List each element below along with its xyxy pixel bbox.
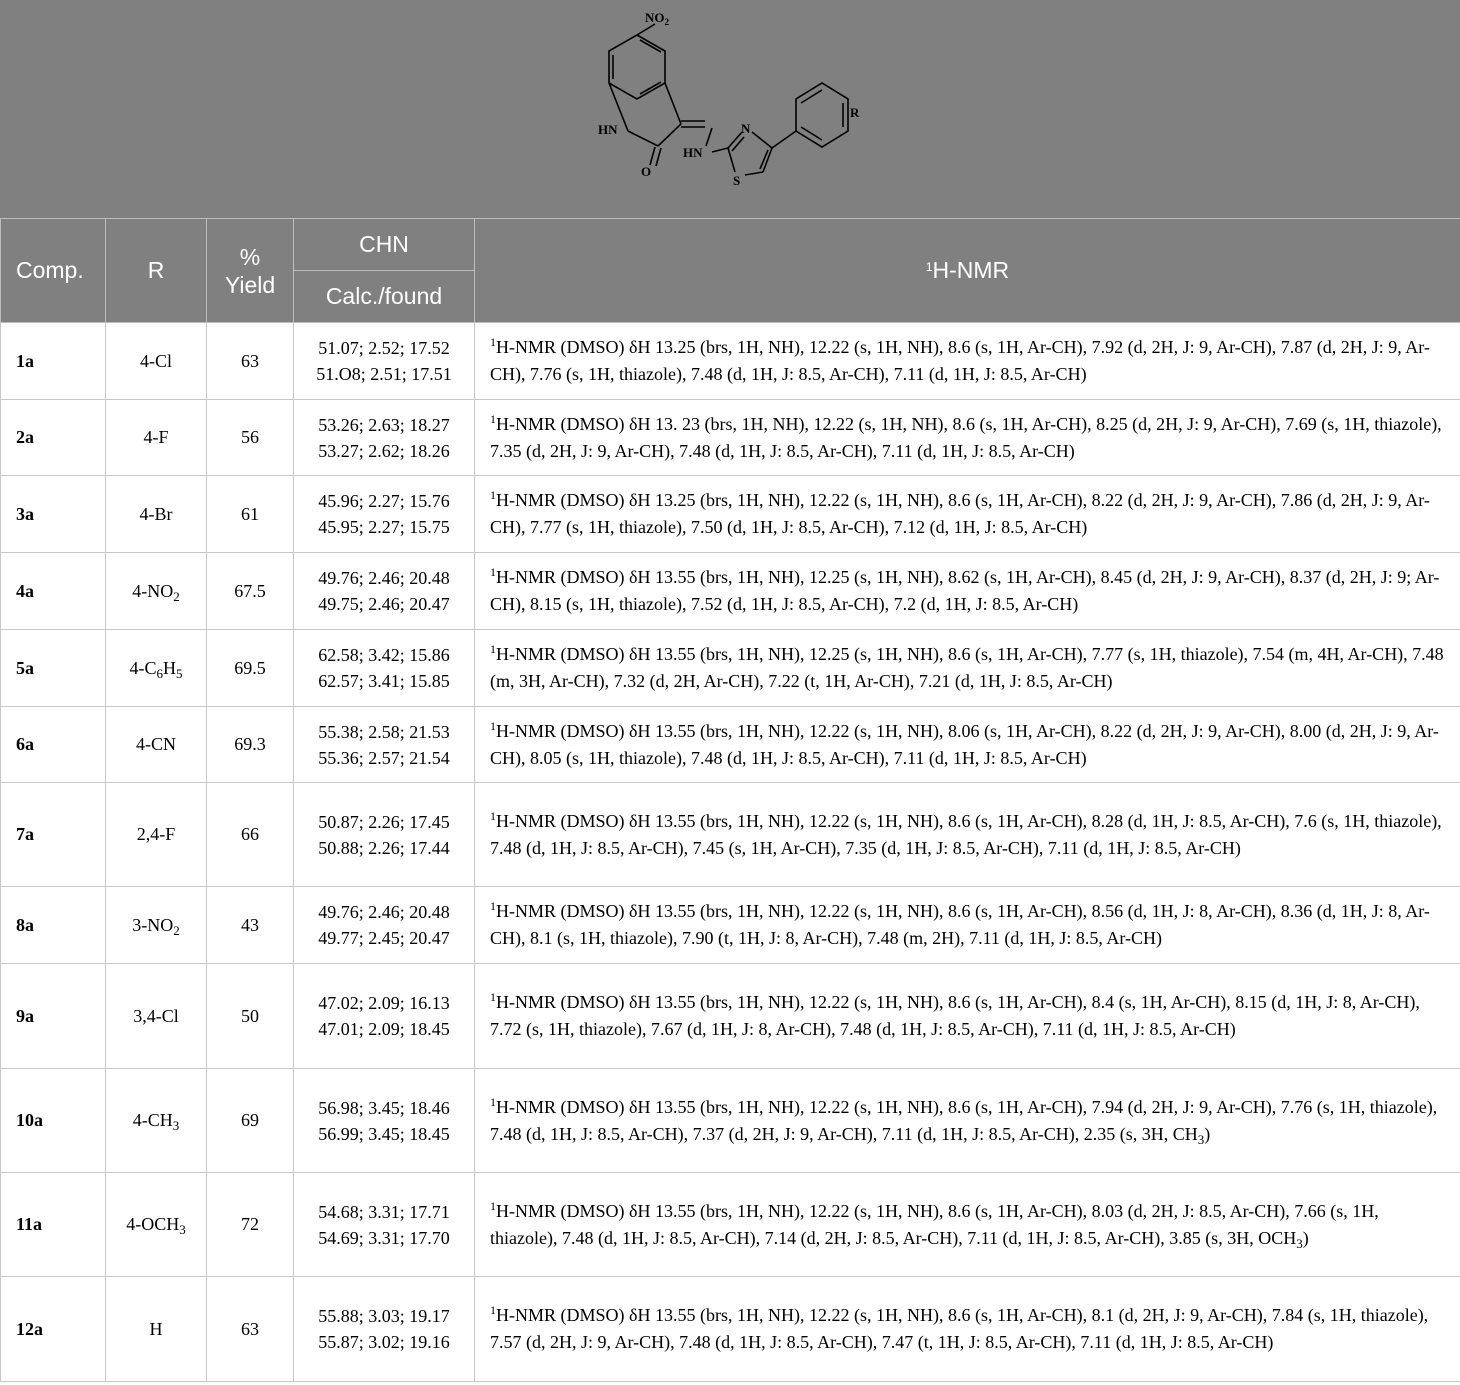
cell-comp: 8a: [1, 887, 106, 964]
chn-found: 54.69; 3.31; 17.70: [318, 1227, 450, 1248]
table-row: [1, 887, 1460, 964]
chn-found: 56.99; 3.45; 18.45: [318, 1123, 450, 1144]
cell-r: $4-C_6H_5$: [106, 630, 207, 707]
table-row: [1, 1277, 1460, 1382]
cell-nmr: $^1$H-NMR (DMSO) δH 13.55 (brs, 1H, NH), 12.22 (s, 1H, NH), 8.6 (s, 1H, Ar-CH), 8.1 (d, 2H, J: 9, Ar-CH), 7.84 (s, 1H, thiazole), 7.57 (d, 2H, J: 9, Ar-CH), 7.48 (d, 1H, J: 8.5, Ar-CH), 7.47 (t, 1H, J: 8.5, Ar-CH), 7.11 (d, 1H, J: 8.5, Ar-CH): [475, 1277, 1460, 1382]
cell-chn: [294, 1069, 475, 1173]
cell-comp: 7a: [1, 783, 106, 887]
table-row: [1, 553, 1460, 630]
cell-nmr: $^1$H-NMR (DMSO) δH 13.55 (brs, 1H, NH), 12.22 (s, 1H, NH), 8.6 (s, 1H, Ar-CH), 8.28 (d, 1H, J: 8.5, Ar-CH), 7.6 (s, 1H, thiazole), 7.48 (d, 1H, J: 8.5, Ar-CH), 7.45 (s, 1H, Ar-CH), 7.35 (d, 1H, J: 8.5, Ar-CH), 7.11 (d, 1H, J: 8.5, Ar-CH): [475, 783, 1460, 887]
cell-comp: 6a: [1, 707, 106, 783]
chn-calc: 49.76; 2.46; 20.48: [318, 902, 450, 922]
chn-found: 49.75; 2.46; 20.47: [318, 594, 450, 614]
r-substituent-label: R: [850, 105, 860, 120]
table-row: [1, 630, 1460, 707]
cell-yield: 72: [207, 1173, 294, 1277]
cell-nmr: $^1$H-NMR (DMSO) δH 13.55 (brs, 1H, NH), 12.22 (s, 1H, NH), 8.06 (s, 1H, Ar-CH), 8.22 (d, 2H, J: 9, Ar-CH), 8.00 (d, 2H, J: 9, Ar-CH), 8.05 (s, 1H, thiazole), 7.48 (d, 1H, J: 8.5, Ar-CH), 7.11 (d, 1H, J: 8.5, Ar-CH): [475, 707, 1460, 783]
cell-r: 4-CN: [106, 707, 207, 783]
chn-calc: 51.07; 2.52; 17.52: [318, 338, 450, 358]
cell-comp: 4a: [1, 553, 106, 630]
table-row: [1, 964, 1460, 1069]
table-body: [1, 323, 1460, 1382]
chn-calc: 47.02; 2.09; 16.13: [318, 993, 450, 1013]
chn-calc: 50.87; 2.26; 17.45: [318, 811, 450, 832]
cell-r: 2,4-F: [106, 783, 207, 887]
header-nmr: $^1$H-NMR: [475, 219, 1460, 323]
header-r: R: [106, 219, 207, 323]
cell-r: $4-NO_2$: [106, 553, 207, 630]
cell-yield: 67.5: [207, 553, 294, 630]
chn-found: 55.36; 2.57; 21.54: [318, 747, 450, 768]
cell-nmr: $^1$H-NMR (DMSO) δH 13. 23 (brs, 1H, NH), 12.22 (s, 1H, NH), 8.6 (s, 1H, Ar-CH), 8.25 (d, 2H, J: 9, Ar-CH), 7.69 (s, 1H, thiazole), 7.35 (d, 2H, J: 9, Ar-CH), 7.48 (d, 1H, J: 8.5, Ar-CH), 7.11 (d, 1H, J: 8.5, Ar-CH): [475, 400, 1460, 476]
cell-nmr: $^1$H-NMR (DMSO) δH 13.55 (brs, 1H, NH), 12.22 (s, 1H, NH), 8.6 (s, 1H, Ar-CH), 7.94 (d, 2H, J: 9, Ar-CH), 7.76 (s, 1H, thiazole), 7.48 (d, 1H, J: 8.5, Ar-CH), 7.37 (d, 2H, J: 9, Ar-CH), 7.11 (d, 1H, J: 8.5, Ar-CH), 2.35 (s, 3H, $CH_3$): [475, 1069, 1460, 1173]
cell-comp: 3a: [1, 476, 106, 553]
cell-r: $4-OCH_3$: [106, 1173, 207, 1277]
thiazole-s-label: S: [733, 173, 741, 188]
table-row: [1, 476, 1460, 553]
chn-found: 49.77; 2.45; 20.47: [318, 928, 450, 948]
cell-r: 4-Cl: [106, 323, 207, 400]
cell-yield: 43: [207, 887, 294, 964]
chn-calc: 55.88; 3.03; 19.17: [318, 1306, 450, 1326]
cell-comp: 2a: [1, 400, 106, 476]
chn-calc: 54.68; 3.31; 17.71: [318, 1201, 450, 1222]
cell-r: $4-CH_3$: [106, 1069, 207, 1173]
cell-nmr: $^1$H-NMR (DMSO) δH 13.25 (brs, 1H, NH), 12.22 (s, 1H, NH), 8.6 (s, 1H, Ar-CH), 7.92 (d, 2H, J: 9, Ar-CH), 7.87 (d, 2H, J: 9, Ar-CH), 7.76 (s, 1H, thiazole), 7.48 (d, 1H, J: 8.5, Ar-CH), 7.11 (d, 1H, J: 8.5, Ar-CH): [475, 323, 1460, 400]
carbonyl-o-label: O: [641, 164, 652, 179]
cell-yield: 66: [207, 783, 294, 887]
cell-comp: 9a: [1, 964, 106, 1069]
cell-chn: [294, 707, 475, 783]
structure-banner: [0, 0, 1460, 218]
table-row: [1, 1069, 1460, 1173]
header-chn-calc-found: Calc./found: [294, 271, 475, 323]
cell-r: 3,4-Cl: [106, 964, 207, 1069]
cell-comp: 5a: [1, 630, 106, 707]
chn-found: 62.57; 3.41; 15.85: [318, 671, 450, 691]
chn-found: 50.88; 2.26; 17.44: [318, 837, 450, 858]
cell-nmr: $^1$H-NMR (DMSO) δH 13.55 (brs, 1H, NH), 12.22 (s, 1H, NH), 8.6 (s, 1H, Ar-CH), 8.03 (d, 2H, J: 8.5, Ar-CH), 7.66 (s, 1H, thiazole), 7.48 (d, 1H, J: 8.5, Ar-CH), 7.14 (d, 2H, J: 8.5, Ar-CH), 7.11 (d, 1H, J: 8.5, Ar-CH), 3.85 (s, 3H, $OCH_3$): [475, 1173, 1460, 1277]
chn-found: 51.O8; 2.51; 17.51: [316, 364, 452, 384]
cell-chn: [294, 964, 475, 1069]
thiazole-n-label: N: [741, 121, 751, 136]
cell-comp: 10a: [1, 1069, 106, 1173]
table-row: [1, 1173, 1460, 1277]
header-yield: % Yield: [207, 219, 294, 323]
cell-yield: 63: [207, 1277, 294, 1382]
characterization-table: [0, 218, 1460, 1382]
cell-yield: 69: [207, 1069, 294, 1173]
cell-comp: 12a: [1, 1277, 106, 1382]
table-row: [1, 323, 1460, 400]
cell-yield: 56: [207, 400, 294, 476]
chn-found: 53.27; 2.62; 18.26: [318, 440, 450, 461]
chn-calc: 62.58; 3.42; 15.86: [318, 645, 450, 665]
cell-chn: [294, 323, 475, 400]
chn-calc: 55.38; 2.58; 21.53: [318, 721, 450, 742]
cell-chn: [294, 783, 475, 887]
cell-chn: [294, 400, 475, 476]
header-chn: CHN: [294, 219, 475, 271]
table-row: [1, 400, 1460, 476]
cell-yield: 50: [207, 964, 294, 1069]
cell-comp: 1a: [1, 323, 106, 400]
chemical-structure-drawing: [0, 0, 1460, 218]
table-row: [1, 707, 1460, 783]
cell-yield: 69.5: [207, 630, 294, 707]
cell-yield: 69.3: [207, 707, 294, 783]
chn-calc: 56.98; 3.45; 18.46: [318, 1097, 450, 1118]
hydrazone-hn-label: HN: [683, 145, 703, 160]
cell-chn: [294, 476, 475, 553]
table-row: [1, 783, 1460, 887]
chn-calc: 49.76; 2.46; 20.48: [318, 568, 450, 588]
cell-nmr: $^1$H-NMR (DMSO) δH 13.55 (brs, 1H, NH), 12.22 (s, 1H, NH), 8.6 (s, 1H, Ar-CH), 8.4 (s, 1H, Ar-CH), 8.15 (d, 1H, J: 8, Ar-CH), 7.72 (s, 1H, thiazole), 7.67 (d, 1H, J: 8, Ar-CH), 7.48 (d, 1H, J: 8.5, Ar-CH), 7.11 (d, 1H, J: 8.5, Ar-CH): [475, 964, 1460, 1069]
chn-calc: 53.26; 2.63; 18.27: [318, 414, 450, 435]
cell-chn: [294, 630, 475, 707]
chn-calc: 45.96; 2.27; 15.76: [318, 491, 450, 511]
cell-r: 4-F: [106, 400, 207, 476]
cell-yield: 63: [207, 323, 294, 400]
cell-r: $3-NO_2$: [106, 887, 207, 964]
cell-nmr: $^1$H-NMR (DMSO) δH 13.55 (brs, 1H, NH), 12.25 (s, 1H, NH), 8.6 (s, 1H, Ar-CH), 7.77 (s, 1H, thiazole), 7.54 (m, 4H, Ar-CH), 7.48 (m, 3H, Ar-CH), 7.32 (d, 2H, Ar-CH), 7.22 (t, 1H, Ar-CH), 7.21 (d, 1H, J: 8.5, Ar-CH): [475, 630, 1460, 707]
cell-comp: 11a: [1, 1173, 106, 1277]
cell-chn: [294, 1277, 475, 1382]
ring-nh-label: HN: [598, 122, 618, 137]
chn-found: 55.87; 3.02; 19.16: [318, 1332, 450, 1352]
cell-nmr: $^1$H-NMR (DMSO) δH 13.25 (brs, 1H, NH), 12.22 (s, 1H, NH), 8.6 (s, 1H, Ar-CH), 8.22 (d, 2H, J: 9, Ar-CH), 7.86 (d, 2H, J: 9, Ar-CH), 7.77 (s, 1H, thiazole), 7.50 (d, 1H, J: 8.5, Ar-CH), 7.12 (d, 1H, J: 8.5, Ar-CH): [475, 476, 1460, 553]
cell-r: H: [106, 1277, 207, 1382]
chn-found: 47.01; 2.09; 18.45: [318, 1019, 450, 1039]
cell-nmr: $^1$H-NMR (DMSO) δH 13.55 (brs, 1H, NH), 12.25 (s, 1H, NH), 8.62 (s, 1H, Ar-CH), 8.45 (d, 2H, J: 9, Ar-CH), 8.37 (d, 2H, J: 9; Ar-CH), 8.15 (s, 1H, thiazole), 7.52 (d, 1H, J: 8.5, Ar-CH), 7.2 (d, 1H, J: 8.5, Ar-CH): [475, 553, 1460, 630]
cell-chn: [294, 887, 475, 964]
cell-yield: 61: [207, 476, 294, 553]
header-comp: Comp.: [1, 219, 106, 323]
chn-found: 45.95; 2.27; 15.75: [318, 517, 450, 537]
cell-nmr: $^1$H-NMR (DMSO) δH 13.55 (brs, 1H, NH), 12.22 (s, 1H, NH), 8.6 (s, 1H, Ar-CH), 8.56 (d, 1H, J: 8, Ar-CH), 8.36 (d, 1H, J: 8, Ar-CH), 8.1 (s, 1H, thiazole), 7.90 (t, 1H, J: 8, Ar-CH), 7.48 (m, 2H), 7.11 (d, 1H, J: 8.5, Ar-CH): [475, 887, 1460, 964]
cell-chn: [294, 553, 475, 630]
cell-r: 4-Br: [106, 476, 207, 553]
no2-label: $NO_2$: [645, 10, 669, 27]
cell-chn: [294, 1173, 475, 1277]
